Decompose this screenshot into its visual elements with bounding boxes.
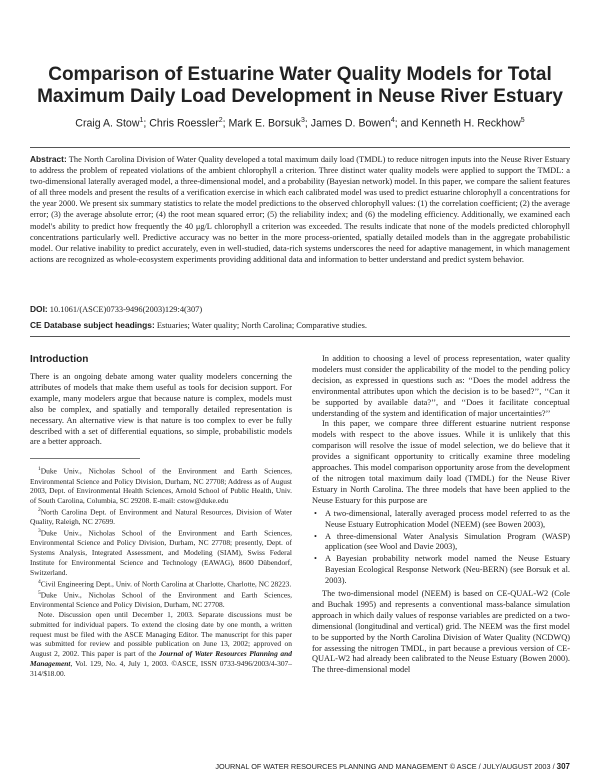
subject-headings [30,320,570,330]
bullet-icon: • [314,554,317,564]
list-item [312,554,570,587]
subject-headings-value: Estuaries; Water quality; North Carolina; Comparative studies. [156,321,367,330]
list-item [312,509,570,531]
section-heading-introduction: Introduction [30,354,89,365]
bullet-icon: • [314,531,317,541]
model-list [312,509,570,587]
footnote-3: $^3$Duke Univ., Nicholas School of the Environment and Earth Sciences, Environmental Science and Policy Division, Durham, NC 27708; presently, Dept. of Systems Analysis, Integrated Assessment, and Modeling (SIAM), Swiss Federal Institute for Environmental Science and Technology (EAWAG), 8600 Dübendorf, Switzerland. [30,528,292,577]
footnote-2: $^2$North Carolina Dept. of Environment and Natural Resources, Division of Water Quality, Raleigh, NC 27699. [30,507,292,527]
body-paragraph: In this paper, we compare three different estuarine nutrient response models with respect to the above issues. While it is unlikely that this comparison will resolve the issue of model selection, we do believe that it provides a significant opportunity to critically examine three modeling approaches. This model comparison opportunity arose from the development of the nitrogen total maximum daily load (TMDL) for the Neuse River Estuary in North Carolina. The three models that have been applied to the Neuse Estuary for this purpose are [312,419,570,505]
author-affiliation-mark: 2 [218,117,223,124]
page-number: 307 [556,762,570,771]
body-paragraph: The two-dimensional model (NEEM) is based on CE-QUAL-W2 (Cole and Buchak 1995) and represents a conventional mass-balance simulation approach in which daily values of response variables are predicted on a two-dimensional (longitudinal and vertical) grid. The NEEM was the first model to be supported by the North Carolina Division of Water Quality (NCDWQ) for assessing the nitrogen TMDL, in part because a previous version of CE-QUAL-W2 had already been calibrated to the Neuse Estuary (Bowen 2000). The three-dimensional model [312,589,570,675]
note-text: Note. Discussion open until December 1, 2003. Separate discussions must be submitted for individual papers. To extend the closing date by one month, a written request must be filed with the ASCE Managing Editor. The manuscript for this paper was submitted for review and possible publication on June 13, 2002; approved on August 2, 2002. This paper is part of the [30,609,292,659]
body-paragraph: In addition to choosing a level of process representation, water quality modelers must consider the applicability of the model to the pending policy decision, as expressed in questions such as: ‘‘Does the model address the environmental attributes upon which the decision is to be based?’’, ‘‘Can it be supported by available data?’’, and ‘‘Does it facilitate conceptual understanding of the system and identification of major uncertainties?’’ [312,354,570,418]
title-line-2: Maximum Daily Load Development in Neuse River Estuary [37,86,563,107]
note-text: , Vol. 129, No. 4, July 1, 2003. ©ASCE, ISSN 0733-9496/2003/4-307–314/$18.00. [30,658,292,678]
abstract-divider [30,336,570,337]
footnote-text: Civil Engineering Dept., Univ. of North Carolina at Charlotte, Charlotte, NC 28223. [40,579,292,589]
page-footer [30,762,570,771]
author: Chris Roessler [149,117,219,130]
footnote-text: Duke Univ., Nicholas School of the Environment and Earth Sciences, Environmental Science and Policy Division, Durham, NC 27708. [30,590,292,610]
title-line-1: Comparison of Estuarine Water Quality Models for Total [48,64,552,85]
abstract [30,154,570,265]
discussion-note [30,610,292,679]
left-column [30,354,292,679]
author: James D. Bowen [310,117,391,130]
footnote-4: $^4$Civil Engineering Dept., Univ. of North Carolina at Charlotte, Charlotte, NC 28223. [38,578,292,589]
author: Mark E. Borsuk [228,117,301,130]
author: Craig A. Stow [75,117,140,130]
author-affiliation-mark: 3 [300,117,305,124]
author-affiliation-mark: 5 [520,117,525,124]
footnote-5: $^5$Duke Univ., Nicholas School of the Environment and Earth Sciences, Environmental Science and Policy Division, Durham, NC 27708. [30,589,292,610]
list-item-text: A three-dimensional Water Analysis Simulation Program (WASP) application (see Wool and Davie 2003), [325,531,570,552]
abstract-text: The North Carolina Division of Water Quality developed a total maximum daily load (TMDL) to reduce nitrogen inputs into the Neuse River Estuary to address the problem of repeated violations of the ambient chlorophyll a criterion. Three distinct water quality models were applied to support the TMDL: a two-dimensional laterally averaged model, a three-dimensional model, and a probability (Bayesian network) model. In this paper, we compare the salient features of all three models and present the results of a verification exercise in which each calibrated model was used to predict estuarine chlorophyll a concentrations for the year 2000. We present six summary statistics to relate the model predictions to the observed chlorophyll values: (1) the correlation coefficient; (2) the average error; (3) the average absolute error; (4) the root mean squared error; (5) the reliability index; and (6) the modeling efficiency. Additionally, we examined each model's ability to predict how frequently the 40 μg/L chlorophyll a criterion was exceeded. The results indicate that none of the models predicted chlorophyll concentrations particularly well. Predictive accuracy was no better in the more process-oriented, spatially detailed models than in the aggregate probabilistic model. Our relative inability to predict accurately, even in well-studied, data-rich systems underscores the need for adaptive management, in which management actions are recognized as whole-ecosystem experiments providing additional data and information to better understand and predict system behavior. [30,155,570,264]
doi-value[interactable]: 10.1061/(ASCE)0733-9496(2003)129:4(307) [49,305,203,314]
abstract-label: Abstract: [30,154,67,164]
footnote-1: $^1$Duke Univ., Nicholas School of the Environment and Earth Sciences, Environmental Science and Policy Division, Durham, NC 27708; Address as of August 2003, Dept. of Environmental Health Sciences, Arnold School of Public Health, Univ. of South Carolina, Columbia, SC 29208. E-mail: cstow@duke.edu [30,466,292,506]
bullet-icon: • [314,508,317,518]
footnote-text: Duke Univ., Nicholas School of the Environment and Earth Sciences, Environmental Science and Policy Division, Durham, NC 27708; Address as of August 2003, Dept. of Environmental Health Sciences, Arnold School of Public Health, Univ. of South Carolina, Columbia, SC 29208. E-mail: cstow@duke.edu [30,466,292,506]
author-list: Craig A. Stow$^1$; Chris Roessler$^2$; Mark E. Borsuk$^3$; James D. Bowen$^4$; and Kenneth H. Reckhow$^5$ [75,117,525,130]
paper-title [30,64,570,108]
list-item-text: A two-dimensional, laterally averaged process model referred to as the Neuse Estuary Eutrophication Model (NEEM) (see Bowen 2003), [325,508,570,529]
list-item-text: A Bayesian probability network model named the Neuse Estuary Bayesian Ecological Response Network (Neu-BERN) (see Borsuk et al. 2003). [325,554,570,586]
intro-paragraph: There is an ongoing debate among water quality modelers concerning the attributes of models that make them useful as tools for decision support. For example, many modelers argue that because nature is complex, models must also be complex, and spatially and temporally detailed representation is necessary. An alternative view is that nature is too complex to ever be fully described with a set of differential equations, so simple, probabilistic models are a better approach. [30,372,292,447]
header-divider [30,147,570,148]
subject-headings-label: CE Database subject headings: [30,320,155,330]
doi-label: DOI: [30,304,48,314]
footnote-text: North Carolina Dept. of Environment and Natural Resources, Division of Water Quality, Raleigh, NC 27699. [30,507,292,527]
right-column [312,354,570,676]
footnote-divider [30,458,140,459]
footnote-text: Duke Univ., Nicholas School of the Environment and Earth Sciences, Environmental Science and Policy Division, Durham, NC 27708; presently, Dept. of Systems Analysis, Integrated Assessment, and Modeling (SIAM), Swiss Federal Institute for Environmental Science and Technology (EAWAG), 8600 Dübendorf, Switzerland. [30,528,292,577]
author: Kenneth H. Reckhow [421,117,521,130]
doi-line [30,304,570,314]
journal-name: Journal of Water Resources Planning and Management [30,649,292,668]
author-affiliation-mark: 4 [390,117,395,124]
footer-journal: JOURNAL OF WATER RESOURCES PLANNING AND MANAGEMENT © ASCE / JULY/AUGUST 2003 / [215,762,555,771]
author-affiliation-mark: 1 [139,117,144,124]
list-item [312,532,570,554]
